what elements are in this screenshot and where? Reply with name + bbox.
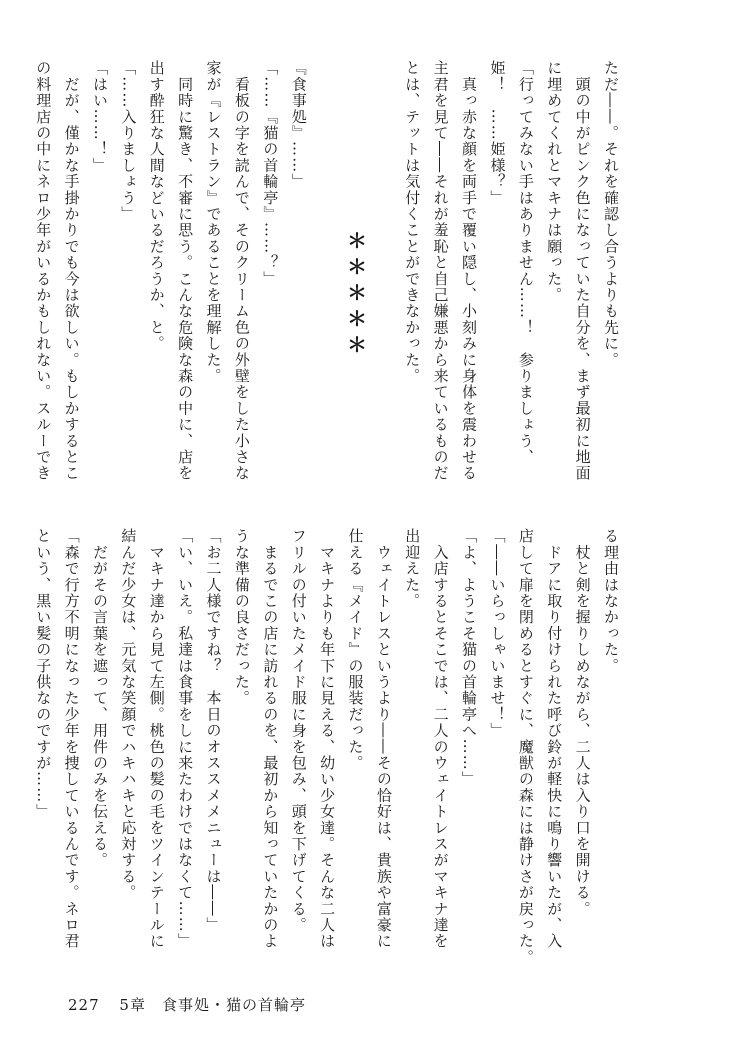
text-column: 「い、いえ。私達は食事をしに来たわけではなくて……」 xyxy=(176,528,195,950)
text-column: 姫！ ……姫様？」 xyxy=(488,60,507,206)
chapter-title: 5章 食事処・猫の首輪亭 xyxy=(119,996,306,1014)
text-column: 「……『猫の首輪亭』……？」 xyxy=(261,60,280,287)
text-column: る理由はなかった。 xyxy=(602,528,620,674)
text-column: 「行ってみない手はありません……！ 参りましょう、 xyxy=(516,60,535,465)
text-column: 入店するとそこでは、二人のウェイトレスがマキナ達を xyxy=(431,528,450,950)
text-column: 『食事処』……」 xyxy=(289,60,308,190)
text-column: 出迎えた。 xyxy=(403,528,422,609)
text-column: マキナよりも年下に見える、幼い少女達。そんな二人は xyxy=(318,528,337,950)
page-footer xyxy=(68,994,320,1015)
text-column: 杖と剣を握りしめながら、二人は入り口を開ける。 xyxy=(573,528,592,917)
text-column: 家が『レストラン』であることを理解した。 xyxy=(204,60,223,384)
text-column: だが、僅かな手掛かりでも今は欲しい。もしかするとこ xyxy=(62,60,81,482)
text-column: 看板の字を読んで、そのクリーム色の外壁をした小さな xyxy=(232,60,251,482)
text-column: に埋めてくれとマキナは願った。 xyxy=(545,60,564,303)
text-column: 頭の中がピンク色になっていた自分を、まず最初に地面 xyxy=(573,60,592,482)
section-break-stars: ＊＊＊＊＊ xyxy=(343,230,368,360)
text-column: 「……入りましょう」 xyxy=(119,60,138,222)
text-column: マキナ達から見て左側。桃色の髪の毛をツインテールに xyxy=(147,528,166,950)
text-column: 「森で行方不明になった少年を捜しているんです。ネロ君 xyxy=(62,528,81,950)
text-column: 「はい……！」 xyxy=(90,60,109,174)
text-column: 同時に驚き、不審に思う。こんな危険な森の中に、店を xyxy=(176,60,195,482)
text-column: 仕える『メイド』の服装だった。 xyxy=(346,528,365,771)
text-column: の料理店の中にネロ少年がいるかもしれない。スルーでき xyxy=(34,60,53,482)
text-column: 「よ、ようこそ猫の首輪亭へ……」 xyxy=(460,528,479,788)
text-column: ドアに取り付けられた呼び鈴が軽快に鳴り響いたが、入 xyxy=(545,528,564,950)
page-number: 227 xyxy=(68,996,100,1014)
text-column: だがその言葉を遮って、用件のみを伝える。 xyxy=(90,528,109,869)
text-column: フリルの付いたメイド服に身を包み、頭を下げてくる。 xyxy=(289,528,308,933)
top-text-block xyxy=(35,60,618,480)
text-column: ただ――。それを確認し合うよりも先に。 xyxy=(602,60,620,368)
text-column: ウェイトレスというより――その恰好は、貴族や富豪に xyxy=(374,528,393,950)
text-column: まるでこの店に訪れるのを、最初から知っていたかのよ xyxy=(261,528,280,950)
text-column: 主君を見て――それが羞恥と自己嫌悪から来ているものだ xyxy=(431,60,450,482)
text-column: 結んだ少女は、元気な笑顔でハキハキと応対する。 xyxy=(119,528,138,901)
text-column: うな準備の良さだった。 xyxy=(232,528,251,707)
text-column: 「――いらっしゃいませ！」 xyxy=(488,528,507,739)
bottom-text-block xyxy=(35,528,618,968)
text-column: 出す酔狂な人間などいるだろうか、と。 xyxy=(147,60,166,352)
text-column: 店して扉を閉めるとすぐに、魔獣の森には静けさが戻った。 xyxy=(516,528,535,966)
text-column: 真っ赤な顔を両手で覆い隠し、小刻みに身体を震わせる xyxy=(460,60,479,482)
text-column: 「お二人様ですね？ 本日のオススメメニューは――」 xyxy=(204,528,223,933)
text-column: とは、テットは気付くことができなかった。 xyxy=(403,60,422,384)
text-column: という、黒い髪の子供なのですが……」 xyxy=(34,528,53,820)
